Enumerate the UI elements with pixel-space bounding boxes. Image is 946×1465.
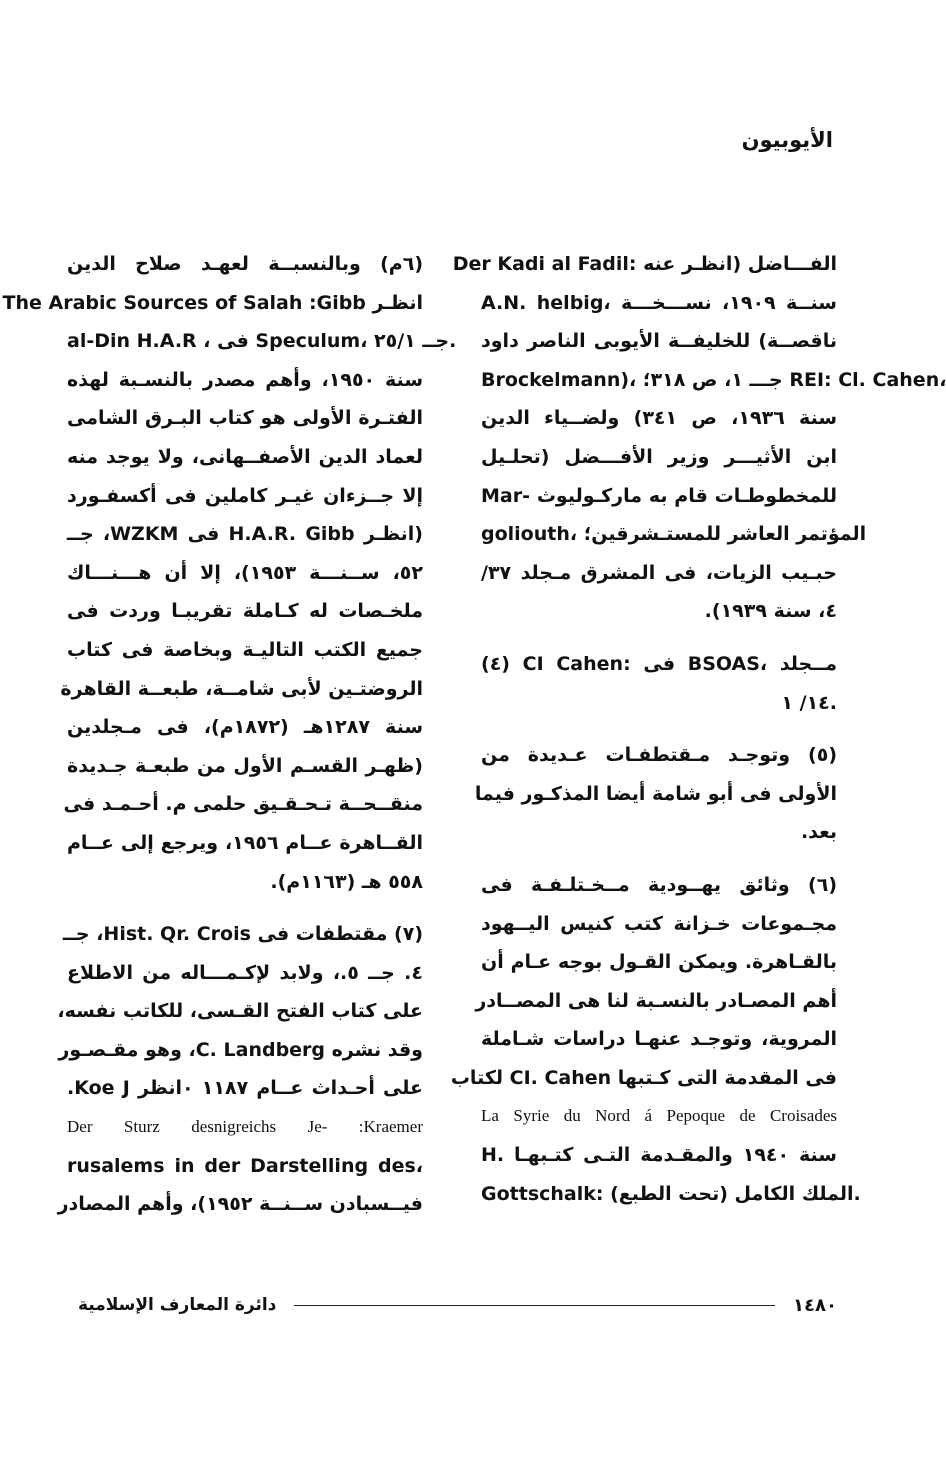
text-line: الأولى فى أبو شامة أيضا المذكـور فيما [474,782,837,805]
text-line: وقد نشره C. Landberg، وهو مقـصـور [58,1038,423,1061]
text-line: ٥٢، ســنـــة ١٩٥٣)، إلا أن هـــنـــاك [67,561,423,584]
text-line: أهم المصـادر بالنسـبة لنا هى المصــادر [475,989,837,1012]
text-line: (٦م) وبالنسبــة لعهـد صلاح الدين [67,253,423,275]
paragraph-gap [481,722,837,736]
journal-name: دائرة المعارف الإسلامية [78,1295,277,1315]
right-text-column [450,245,946,1213]
running-header: الأيوبيون [741,128,833,152]
footnote-paragraph [474,736,837,852]
footnote-paragraph [2,245,457,901]
text-line: المروية، وتوجـد عنهـا دراسات شـاملة [481,1028,837,1051]
text-line: الروضتـين لأبى شامــة، طبعــة القاهرة [60,677,423,700]
paragraph-gap [481,852,837,866]
text-line: بالقـاهرة. ويمكن القـول بوجه عـام أن [481,951,837,974]
text-line: مجـموعات خـزانة كتب كنيس اليــهود [481,912,837,935]
footer-rule [294,1305,775,1306]
text-line: rusalems in der Darstelling des، [67,1154,423,1177]
paragraph-gap [481,631,837,645]
text-line: Gottschalk: الملك الكامل (تحت الطبع). [481,1182,861,1205]
text-line: على كتاب الفتح القـسى، للكاتب نفسه، [57,1000,423,1023]
text-line: بعد. [800,821,837,844]
text-line: Der Sturz desnigreichs Je- :Kraemer [67,1117,423,1137]
text-line: ٤، سنة ١٩٣٩). [704,600,837,623]
text-line: goliouth، المؤتمر العاشر للمستـشرقين؛ [481,523,867,546]
text-line: A.N. helbig، سنــة ١٩٠٩، نســـخـــة [481,291,837,314]
text-line: انظـر The Arabic Sources of Salah :Gibb [2,291,423,314]
page-footer [78,1290,837,1320]
text-line: ١٤/ ١. [781,691,837,714]
text-line: (٧) مقتطفات فى Hist. Qr. Crois، جــ [62,923,423,946]
left-text-column [2,245,457,1224]
text-line: إلا جــزءان غيـر كاملين فى أكسفـورد [67,484,423,507]
text-line: حبـيب الزيات، فى المشرق مـجلد ٣٧/ [481,561,837,584]
text-line: لعماد الدين الأصفــهانى، ولا يوجد منه [67,445,423,468]
text-line: فيــسبادن ســنــة ١٩٥٢)، وأهم المصادر [57,1193,423,1216]
text-line: (٥) وتوجـد مـقتطفـات عـديدة من [481,744,837,767]
footnote-paragraph [57,915,424,1224]
text-line: سنة ١٩٤٠ والمقـدمة التـى كتـبهـا .H [481,1144,837,1167]
text-line: al-Din H.A.R ، فى Speculum، جــ ٢٥/١. [67,330,457,353]
text-line: ملخـصات له كـاملة تقريبـا وردت فى [67,600,423,623]
text-line: (٦) وثائق يهــودية مــخـتلـفـة فى [481,873,837,896]
text-line: (٤) CI Cahen: فى BSOAS، مــجلد [481,652,837,675]
text-line: ناقصــة) للخليفــة الأيوبى الناصر داود [481,330,837,353]
text-line: ابن الأثيـــر وزير الأفـــضل (تحلـيل [481,445,837,468]
text-line: على أحـداث عــام ١١٨٧ ٠انظر Koe J. [67,1077,424,1100]
text-line: La Syrie du Nord á Pepoque de Croisades [481,1106,837,1126]
page-number: ١٤٨٠ [793,1294,837,1316]
text-line: الفتـرة الأولى هو كتاب البـرق الشامى [67,407,423,430]
text-line: القــاهرة عــام ١٩٥٦، ويرجع إلى عــام [67,831,423,854]
text-line: سنة ١٩٥٠، وأهم مصدر بالنسـبة لهذه [67,368,424,391]
text-line: منقــحــة تـحـقـيق حلمى م. أحـمـد فى [63,793,423,816]
text-line: جميع الكتب التاليـة وبخاصة فى كتاب [67,638,423,661]
text-line: (انظـر H.A.R. Gibb فى WZKM، جــ [67,523,423,546]
footnote-paragraph [452,245,946,631]
text-line: سنة ١٢٨٧هـ (١٨٧٢م)، فى مـجلدين [67,716,424,739]
text-line: الفـــاضل (انظـر عنه :Der Kadi al Fadil [452,253,837,275]
footnote-paragraph [481,645,837,722]
text-line: ٤. جــ ٥.، ولابد لإكـمـــاله من الاطلاع [67,961,423,984]
paragraph-gap [67,901,423,915]
text-line: (ظهـر القسـم الأول من طبعـة جـديدة [67,754,423,777]
text-line: سنة ١٩٣٦، ص ٣٤١) ولضــياء الدين [481,407,838,430]
text-line: فى المقدمة التى كـتبها CI. Cahen لكتاب [450,1066,837,1089]
text-line: للمخطوطـات قام به ماركـوليوث -Mar [481,484,837,507]
text-line: ٥٥٨ هـ (١١٦٣م). [270,870,423,893]
footnote-paragraph [450,866,861,1213]
text-line: Brockelmann)، جـــ ١، ص ٣١٨؛ REI: Cl. Cahen، [481,368,946,391]
